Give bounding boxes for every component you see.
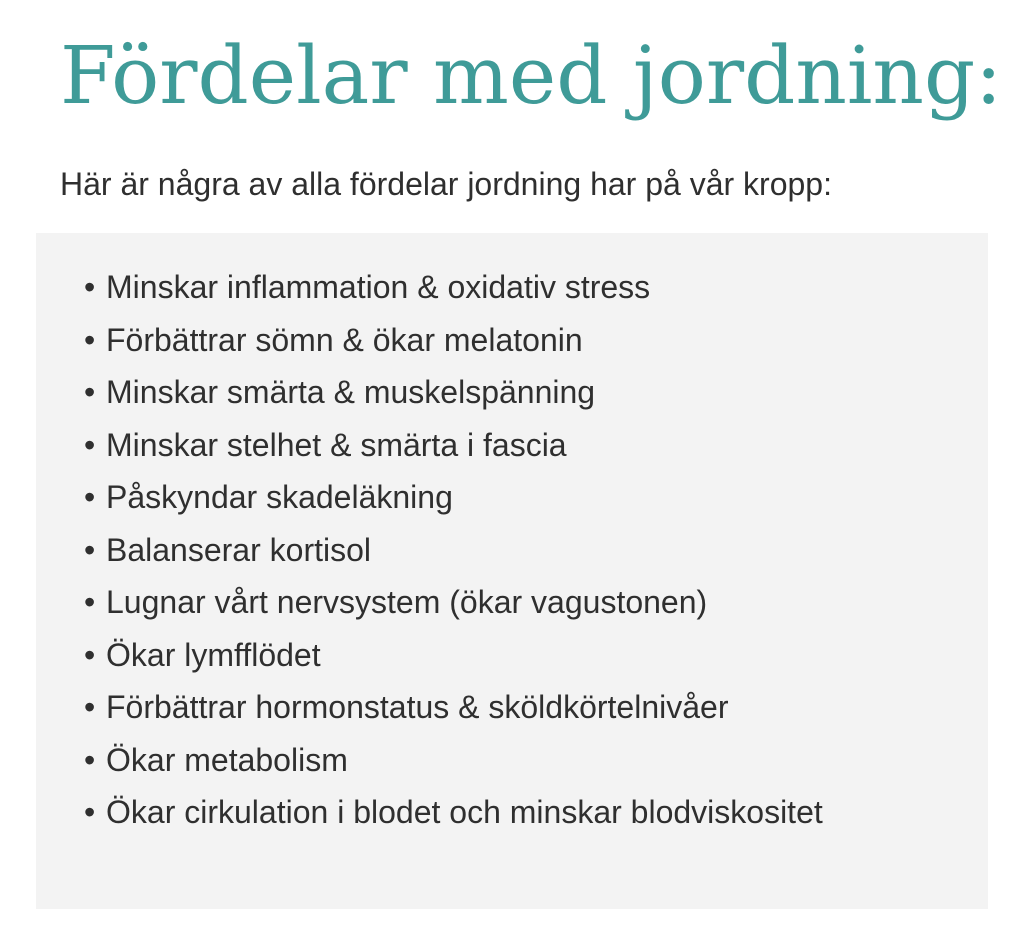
bullet-icon: •: [84, 636, 96, 673]
list-item-text: Påskyndar skadeläkning: [106, 479, 453, 515]
list-item-text: Ökar metabolism: [106, 741, 348, 778]
list-item: [84, 629, 844, 682]
list-item-text: Lugnar vårt nervsystem (ökar vagustonen): [106, 584, 708, 620]
list-item-text: Minskar smärta & muskelspänning: [106, 374, 596, 410]
list-item: [84, 471, 844, 524]
bullet-icon: •: [84, 374, 96, 410]
list-item: [84, 524, 844, 577]
bullet-icon: •: [84, 584, 96, 620]
list-item: [84, 786, 844, 839]
list-item-text: Ökar lymfflödet: [106, 636, 321, 673]
list-item: [84, 314, 844, 367]
benefits-list: [84, 261, 844, 839]
benefits-box: [36, 233, 988, 909]
list-item: [84, 261, 844, 314]
bullet-icon: •: [84, 269, 96, 305]
bullet-icon: •: [84, 531, 96, 568]
list-item: [84, 576, 844, 629]
list-item-text: Ökar cirkulation i blodet och minskar blodviskositet: [106, 794, 823, 830]
bullet-icon: •: [84, 479, 96, 515]
bullet-icon: •: [84, 741, 96, 778]
list-item: [84, 681, 844, 734]
list-item-text: Förbättrar hormonstatus & sköldkörtelnivåer: [106, 689, 729, 725]
list-item-text: Balanserar kortisol: [106, 531, 371, 568]
bullet-icon: •: [84, 426, 96, 463]
list-item: [84, 366, 844, 419]
bullet-icon: •: [84, 689, 96, 725]
intro-text: Här är några av alla fördelar jordning har på vår kropp:: [60, 166, 832, 202]
page-title: Fördelar med jordning:: [60, 29, 1003, 122]
list-item: [84, 734, 844, 787]
list-item-text: Minskar inflammation & oxidativ stress: [106, 269, 651, 305]
list-item-text: Minskar stelhet & smärta i fascia: [106, 426, 567, 463]
bullet-icon: •: [84, 794, 96, 830]
bullet-icon: •: [84, 321, 96, 358]
list-item-text: Förbättrar sömn & ökar melatonin: [106, 321, 583, 358]
list-item: [84, 419, 844, 472]
